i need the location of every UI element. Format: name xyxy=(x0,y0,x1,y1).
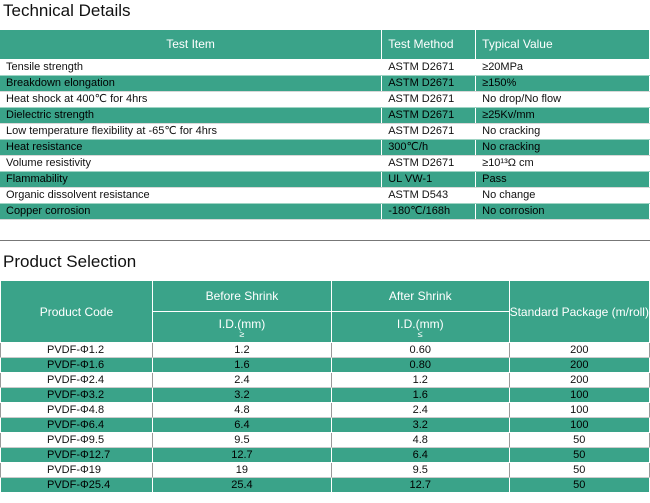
cell-test-method: -180℃/168h xyxy=(382,203,476,219)
cell-test-method: 300℃/h xyxy=(382,139,476,155)
cell-product-code: PVDF-Φ4.8 xyxy=(1,403,153,418)
cell-typical-value: ≥150% xyxy=(476,75,650,91)
col-header-typical-value: Typical Value xyxy=(476,30,650,59)
cell-test-item: Low temperature flexibility at -65℃ for 4hrs xyxy=(0,123,382,139)
cell-before-id: 9.5 xyxy=(152,433,331,448)
section-divider xyxy=(0,240,650,241)
cell-product-code: PVDF-Φ25.4 xyxy=(1,478,153,493)
cell-test-method: ASTM D543 xyxy=(382,187,476,203)
cell-typical-value: No cracking xyxy=(476,139,650,155)
product-selection-title: Product Selection xyxy=(3,252,137,271)
cell-after-id: 9.5 xyxy=(331,463,509,478)
table-row xyxy=(1,463,650,478)
cell-typical-value: No cracking xyxy=(476,123,650,139)
cell-after-id: 1.6 xyxy=(331,388,509,403)
col-header-after-shrink: After Shrink xyxy=(331,281,509,312)
cell-after-id: 3.2 xyxy=(331,418,509,433)
cell-package: 50 xyxy=(509,478,649,493)
cell-package: 200 xyxy=(509,358,649,373)
table-row xyxy=(0,139,650,155)
cell-product-code: PVDF-Φ12.7 xyxy=(1,448,153,463)
cell-after-id: 1.2 xyxy=(331,373,509,388)
table-row xyxy=(0,91,650,107)
cell-product-code: PVDF-Φ2.4 xyxy=(1,373,153,388)
cell-package: 100 xyxy=(509,403,649,418)
cell-package: 200 xyxy=(509,373,649,388)
cell-package: 50 xyxy=(509,448,649,463)
cell-test-item: Volume resistivity xyxy=(0,155,382,171)
cell-test-method: ASTM D2671 xyxy=(382,155,476,171)
cell-after-id: 4.8 xyxy=(331,433,509,448)
cell-product-code: PVDF-Φ1.2 xyxy=(1,343,153,358)
cell-test-item: Flammability xyxy=(0,171,382,187)
cell-after-id: 6.4 xyxy=(331,448,509,463)
cell-test-method: ASTM D2671 xyxy=(382,59,476,75)
cell-test-item: Heat resistance xyxy=(0,139,382,155)
cell-test-method: ASTM D2671 xyxy=(382,75,476,91)
cell-after-id: 0.80 xyxy=(331,358,509,373)
table-row xyxy=(0,107,650,123)
cell-test-method: ASTM D2671 xyxy=(382,123,476,139)
cell-after-id: 2.4 xyxy=(331,403,509,418)
col-header-before-shrink: Before Shrink xyxy=(152,281,331,312)
col-header-test-method: Test Method xyxy=(382,30,476,59)
table-row xyxy=(0,123,650,139)
cell-before-id: 3.2 xyxy=(152,388,331,403)
cell-after-id: 12.7 xyxy=(331,478,509,493)
cell-product-code: PVDF-Φ6.4 xyxy=(1,418,153,433)
before-id-label: I.D.(mm) xyxy=(218,316,266,331)
cell-before-id: 1.6 xyxy=(152,358,331,373)
cell-after-id: 0.60 xyxy=(331,343,509,358)
cell-package: 100 xyxy=(509,388,649,403)
cell-typical-value: ≥10¹³Ω cm xyxy=(476,155,650,171)
cell-product-code: PVDF-Φ3.2 xyxy=(1,388,153,403)
cell-package: 50 xyxy=(509,463,649,478)
col-header-product-code: Product Code xyxy=(1,281,153,343)
cell-test-item: Tensile strength xyxy=(0,59,382,75)
cell-before-id: 4.8 xyxy=(152,403,331,418)
table-row xyxy=(1,448,650,463)
cell-test-item: Heat shock at 400℃ for 4hrs xyxy=(0,91,382,107)
cell-before-id: 2.4 xyxy=(152,373,331,388)
cell-before-id: 19 xyxy=(152,463,331,478)
cell-package: 200 xyxy=(509,343,649,358)
table-row xyxy=(0,203,650,219)
cell-test-method: ASTM D2671 xyxy=(382,107,476,123)
table-header-row xyxy=(1,281,650,312)
cell-typical-value: ≥20MPa xyxy=(476,59,650,75)
table-row xyxy=(0,171,650,187)
product-selection-table xyxy=(0,280,650,493)
table-row xyxy=(1,388,650,403)
after-id-label: I.D.(mm) xyxy=(396,316,444,331)
table-row xyxy=(1,478,650,493)
table-row xyxy=(0,155,650,171)
cell-test-item: Organic dissolvent resistance xyxy=(0,187,382,203)
cell-typical-value: ≥25Kv/mm xyxy=(476,107,650,123)
table-row xyxy=(1,418,650,433)
technical-details-title: Technical Details xyxy=(3,1,131,20)
cell-test-item: Copper corrosion xyxy=(0,203,382,219)
table-row xyxy=(1,373,650,388)
col-header-test-item: Test Item xyxy=(0,30,382,59)
subheader-before-id xyxy=(152,312,331,343)
subheader-after-id xyxy=(331,312,509,343)
cell-typical-value: No corrosion xyxy=(476,203,650,219)
cell-test-item: Breakdown elongation xyxy=(0,75,382,91)
less-equal-symbol: ≤ xyxy=(417,328,423,339)
table-row xyxy=(1,343,650,358)
cell-product-code: PVDF-Φ1.6 xyxy=(1,358,153,373)
cell-package: 100 xyxy=(509,418,649,433)
technical-details-table xyxy=(0,30,650,220)
table-row xyxy=(1,403,650,418)
table-row xyxy=(1,433,650,448)
cell-typical-value: No change xyxy=(476,187,650,203)
cell-typical-value: Pass xyxy=(476,171,650,187)
col-header-standard-package: Standard Package (m/roll) xyxy=(509,281,649,343)
cell-before-id: 12.7 xyxy=(152,448,331,463)
table-header-row xyxy=(0,30,650,59)
table-row xyxy=(0,187,650,203)
cell-test-method: UL VW-1 xyxy=(382,171,476,187)
cell-before-id: 6.4 xyxy=(152,418,331,433)
cell-test-item: Dielectric strength xyxy=(0,107,382,123)
table-row xyxy=(0,59,650,75)
cell-product-code: PVDF-Φ19 xyxy=(1,463,153,478)
cell-before-id: 1.2 xyxy=(152,343,331,358)
cell-product-code: PVDF-Φ9.5 xyxy=(1,433,153,448)
cell-test-method: ASTM D2671 xyxy=(382,91,476,107)
cell-before-id: 25.4 xyxy=(152,478,331,493)
table-row xyxy=(0,75,650,91)
cell-typical-value: No drop/No flow xyxy=(476,91,650,107)
table-row xyxy=(1,358,650,373)
cell-package: 50 xyxy=(509,433,649,448)
greater-equal-symbol: ≥ xyxy=(239,328,245,339)
